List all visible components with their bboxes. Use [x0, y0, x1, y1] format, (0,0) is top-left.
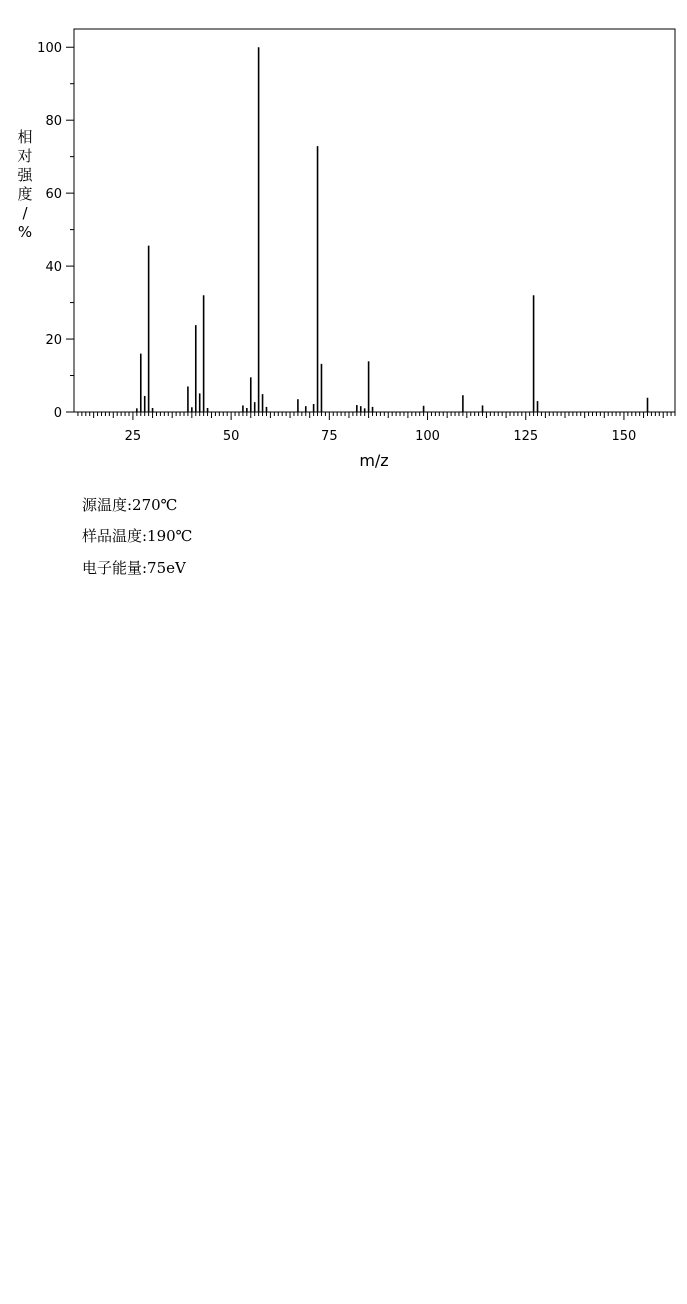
- x-tick-label: 75: [321, 429, 338, 444]
- x-axis-label: m/z: [359, 451, 389, 470]
- x-tick-label: 25: [124, 429, 142, 444]
- y-tick-label: 60: [45, 187, 62, 203]
- x-tick-labels: [125, 429, 637, 444]
- sample-temperature: 样品温度:190℃: [82, 527, 193, 545]
- mass-spectrum-chart: [0, 0, 687, 480]
- electron-energy: 电子能量:75eV: [82, 559, 186, 577]
- x-tick-label: 100: [415, 429, 440, 444]
- y-tick-label: 20: [45, 333, 62, 349]
- plot-frame: [74, 29, 675, 412]
- y-tick-label: 40: [45, 260, 62, 276]
- spectrum-peaks: [137, 47, 648, 412]
- source-temperature: 源温度:270℃: [82, 496, 178, 514]
- x-tick-label: 50: [222, 429, 240, 444]
- y-tick-label: 0: [53, 406, 62, 421]
- y-tick-label: 80: [45, 114, 62, 130]
- axis-ticks: [66, 47, 675, 420]
- y-tick-labels: [37, 41, 62, 421]
- y-axis-label: 相对强度/ %: [17, 128, 33, 241]
- x-tick-label: 125: [513, 429, 539, 444]
- x-tick-label: 150: [611, 429, 637, 444]
- y-tick-label: 100: [37, 41, 62, 57]
